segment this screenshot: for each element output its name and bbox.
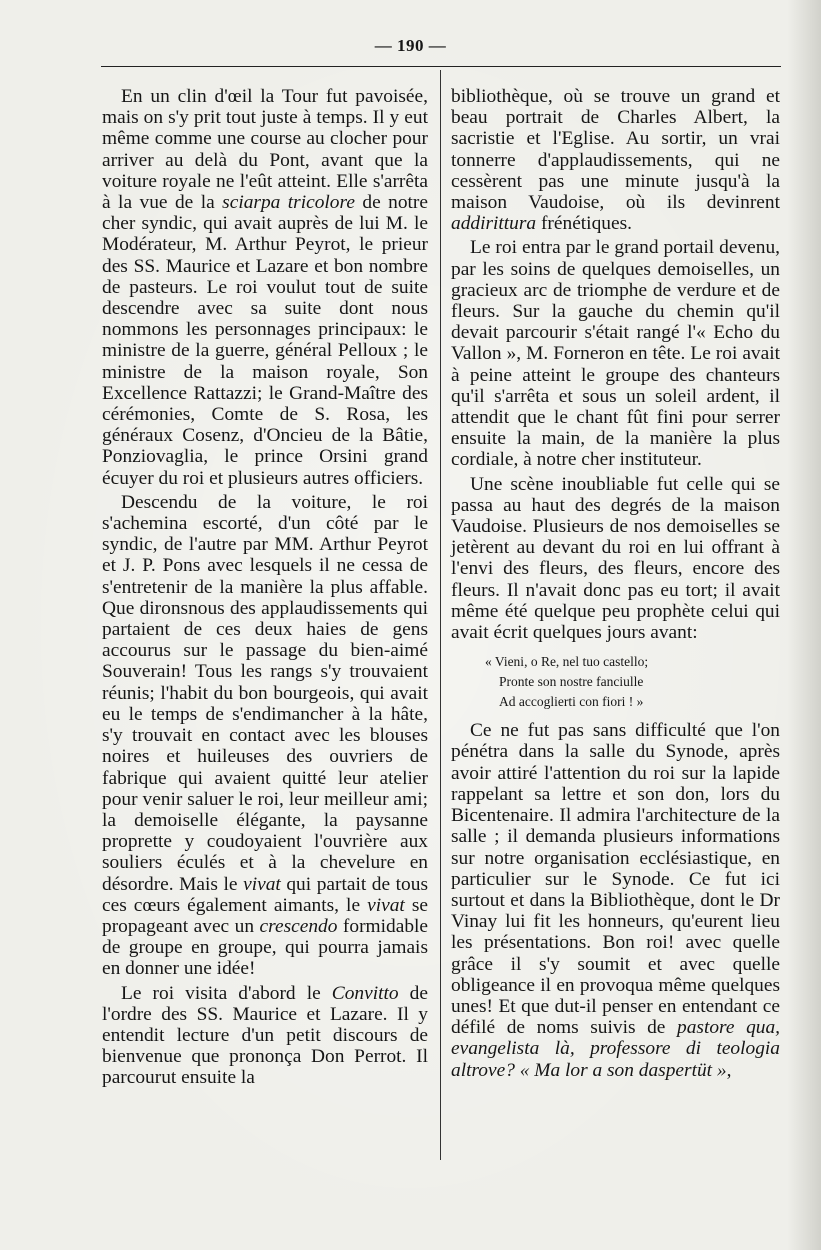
- paragraph-text: de notre cher syndic, qui avait auprès de lui M. le Modérateur, M. Arthur Peyrot, le prieur des SS. Maurice et Lazare et bon nombre de pasteurs. Le roi voulut tout de suite descendre avec sa suite dont nous nommons les personnages principaux: le ministre de la guerre, général Pelloux ; le ministre de la maison royale, Son Excellence Rattazzi; le Grand-Maître des cérémonies, Comte de S. Rosa, les généraux Cosenz, d'Oncieu de la Bâtie, Ponziovaglia, le prince Orsini grand écuyer du roi et plusieurs autres officiers.: [102, 192, 428, 489]
- italic-phrase: vivat: [243, 873, 281, 895]
- italic-phrase: crescendo: [259, 915, 338, 937]
- italic-phrase: addirittura: [451, 213, 537, 235]
- poem-line: Pronte son nostre fanciulle: [499, 674, 644, 690]
- paragraph: [102, 492, 428, 980]
- paragraph: [102, 86, 428, 489]
- paragraph-text: bibliothèque, où se trouve un grand et beau portrait de Charles Albert, la sacristie et l'Eglise. Au sortir, un vrai tonnerre d'applaudissements, qui ne cessèrent pas une minute jusqu'à la maison Vaudoise, où ils devinrent: [451, 86, 780, 214]
- italic-phrase: vivat: [367, 894, 405, 916]
- left-column: [102, 86, 428, 1089]
- paragraph-text: frénétiques.: [536, 213, 632, 235]
- italic-phrase: sciarpa tricolore: [222, 192, 355, 214]
- paragraph-text: Descendu de la voiture, le roi s'achemina escorté, d'un côté par le syndic, de l'autre par MM. Arthur Peyrot et J. P. Pons avec lesquels il ne cessa de s'entretenir de la manière la plus affable. Que dironsnous des applaudissements qui partaient de ces deux haies de gens accourus sur le passage du bien-aimé Souverain! Tous les rangs s'y trouvaient réunis; l'habit du bon bourgeois, qui avait eu le temps de s'endimancher à la hâte, s'y trouvait en contact avec les blouses noires et huileuses des ouvriers de fabrique qui avaient quitté leur atelier pour venir saluer le roi, leur meilleur ami; la demoiselle élégante, la paysanne proprette y coudoyaient l'ouvrière aux souliers éculés et à la chevelure en désordre. Mais le: [102, 491, 428, 895]
- paragraph: Le roi entra par le grand portail devenu, par les soins de quelques demoiselles, un gracieux arc de triomphe de verdure et de fleurs. Sur la gauche du chemin qu'il devait parcourir s'était rangé l'« Echo du Vallon », M. Forneron en tête. Le roi avait à peine atteint le groupe des chanteurs qu'il s'arrêta et sous un soleil ardent, il attendit que le chant fût fini pour serrer ensuite la main, de la manière la plus cordiale, à notre cher instituteur.: [451, 237, 780, 471]
- poem-line: « Vieni, o Re, nel tuo castello;: [485, 654, 649, 670]
- italic-phrase: pastore qua, evangelista là, professore di teologia altrove? « Ma lor a son daspertüt »: [451, 1017, 780, 1081]
- paragraph: [451, 720, 780, 1080]
- paragraph: Une scène inoubliable fut celle qui se passa au haut des degrés de la maison Vaudoise. Plusieurs de nos demoiselles se jetèrent au devant du roi en lui offrant à l'envi des fleurs, des fleurs, encore des fleurs. Il n'avait donc pas eu tort; il avait même été quelque peu prophète celui qui avait écrit quelques jours avant:: [451, 473, 780, 644]
- paragraph-text: Ce ne fut pas sans difficulté que l'on pénétra dans la salle du Synode, après avoir attiré l'attention du roi sur la lapide rappelant sa lettre et son don, lors du Bicentenaire. Il admira l'architecture de la salle ; il demanda plusieurs informations sur notre organisation ecclésiastique, en particulier sur le Synode. Ce fut ici surtout et dans la Bibliothèque, dont le Dr Vinay lui fit les honneurs, qu'eurent lieu les présentations. Bon roi! avec quelle grâce il s'y soumit et avec quelle obligeance il en provoqua même quelques unes! Et que dut-il penser en entendant ce défilé de noms suivis de: [451, 720, 780, 1039]
- italic-phrase: Convitto: [331, 982, 399, 1004]
- paragraph: [451, 86, 780, 234]
- right-column: [451, 86, 780, 1081]
- paragraph-text: qui partait de tous ces cœurs également aimants, le: [102, 873, 428, 916]
- page-edge-shadow: [787, 0, 821, 1250]
- poem-line: Ad accoglierti con fiori ! »: [499, 694, 644, 710]
- column-divider: [440, 70, 441, 1160]
- header-rule: [101, 66, 781, 67]
- paragraph-text: se propageant avec un: [102, 894, 428, 937]
- paragraph-text: En un clin d'œil la Tour fut pavoisée, mais on s'y prit tout juste à temps. Il y eut même comme une course au clocher pour arriver au delà du Pont, avant que la voiture royale ne l'eût atteint. Elle s'arrêta à la vue de la: [102, 86, 428, 214]
- paragraph-text: de l'ordre des SS. Maurice et Lazare. Il y entendit lecture d'un petit discours de bienvenue que prononça Don Perrot. Il parcourut ensuite la: [102, 982, 428, 1089]
- poem-quote: [485, 652, 780, 712]
- paragraph: [102, 983, 428, 1089]
- paragraph-text: Le roi visita d'abord le: [121, 982, 332, 1004]
- page-number: — 190 —: [374, 36, 447, 55]
- paragraph-text: ,: [726, 1059, 732, 1081]
- paragraph-text: formidable de groupe en groupe, qui pourra jamais en donner une idée!: [102, 915, 429, 980]
